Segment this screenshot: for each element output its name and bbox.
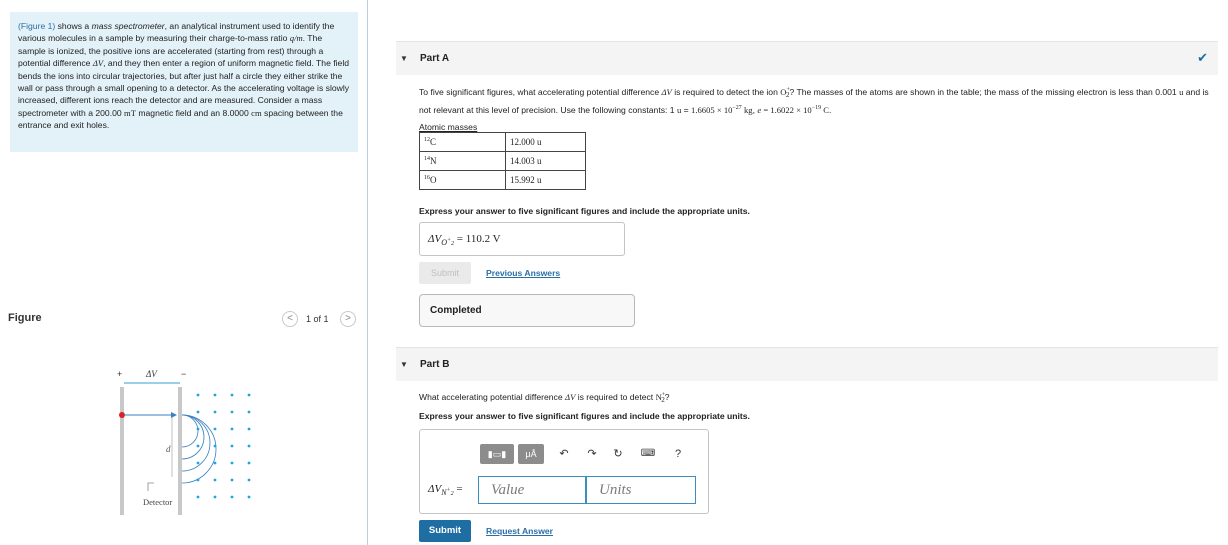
completed-status: Completed: [419, 294, 635, 327]
dv-symbol: ΔV: [92, 58, 104, 69]
d-label: d: [166, 444, 171, 454]
ratio-symbol: q/m: [289, 33, 303, 44]
q-text: ,: [752, 105, 758, 115]
q-text: is required to detect: [575, 392, 656, 402]
const-unit: C: [821, 105, 829, 115]
answer-sub-charge: +: [446, 487, 451, 494]
q-unit: u: [1179, 87, 1184, 97]
problem-text-5: magnetic field and an 8.0000: [135, 107, 252, 118]
magnetic-field-dots: [197, 394, 251, 499]
answer-sub-charge: +: [446, 237, 452, 244]
const-e: e: [757, 105, 762, 115]
answer-sub-ion: O: [441, 238, 447, 248]
table-row: [420, 171, 586, 190]
part-b-answer-label: [428, 483, 463, 497]
problem-italic: mass spectrometer: [91, 21, 165, 31]
answer-subscript: [441, 488, 453, 497]
prev-figure-button[interactable]: [282, 311, 298, 327]
answer-value: 110.2 V: [465, 233, 501, 245]
table-title: Atomic masses: [419, 122, 478, 132]
answer-equals: =: [454, 233, 466, 245]
problem-statement: [10, 12, 358, 152]
element: N: [430, 156, 437, 166]
answer-symbol: ΔV: [428, 233, 442, 245]
reset-button[interactable]: [610, 444, 626, 464]
const-exp: −19: [811, 105, 822, 111]
figure-title: Figure: [8, 312, 42, 324]
q-text: is required to detect the ion: [671, 87, 781, 97]
left-plate: [120, 387, 124, 515]
figure-link[interactable]: (Figure 1): [18, 21, 56, 31]
part-b-instruction: Express your answer to five significant figures and include the appropriate units.: [419, 411, 750, 421]
mass-spectrometer-diagram: [110, 365, 260, 523]
problem-text-3: . The sample is ionized, the positive ions are accelerated (starting from rest) through a potential difference: [18, 33, 324, 69]
part-a-question: [419, 84, 1219, 117]
chevron-left-icon: <: [287, 313, 293, 324]
ion-count: 2: [661, 396, 665, 404]
part-b-question: [419, 389, 670, 407]
units-input[interactable]: Units: [586, 476, 696, 504]
dv-label: ΔV: [146, 369, 157, 379]
answer-sub-ion: N: [441, 488, 447, 498]
detector-label: Detector: [143, 497, 173, 507]
q-dv: ΔV: [565, 392, 576, 402]
templates-button[interactable]: [480, 444, 514, 464]
figure-counter: 1 of 1: [306, 314, 329, 324]
part-a-header[interactable]: [396, 41, 1218, 75]
mass-number: 12: [424, 137, 430, 143]
part-b-title: Part B: [420, 359, 450, 370]
checkmark-icon: ✔: [1197, 50, 1208, 65]
mass-number: 16: [424, 175, 430, 181]
atomic-masses-table: [419, 132, 586, 190]
keyboard-button[interactable]: [640, 444, 656, 464]
help-button[interactable]: [670, 444, 686, 464]
ion-charge: +: [661, 392, 666, 398]
answer-symbol: ΔV: [428, 483, 442, 495]
q-text: What accelerating potential difference: [419, 392, 566, 402]
q-ion: [656, 392, 665, 402]
ion-symbol: O: [780, 87, 787, 97]
element: O: [430, 175, 437, 185]
const-value: = 1.6022 × 10: [761, 105, 812, 115]
collapse-triangle-icon[interactable]: ▼: [400, 360, 408, 369]
atomic-masses-title: [419, 122, 477, 132]
help-label: ?: [674, 448, 682, 460]
field-unit: mT: [124, 107, 136, 118]
part-b-answer-box: [419, 429, 709, 514]
part-a-instruction: Express your answer to five significant figures and include the appropriate units.: [419, 206, 750, 216]
right-plate: [178, 387, 182, 515]
redo-icon: ↷: [587, 448, 597, 460]
detector-pointer: [148, 483, 154, 491]
next-figure-button[interactable]: [340, 311, 356, 327]
const-exp: −27: [732, 105, 742, 111]
part-a-answer: [419, 222, 625, 256]
q-dv: ΔV: [661, 87, 672, 97]
answer-subscript: [441, 238, 454, 247]
part-a-title: Part A: [420, 53, 450, 64]
q-text: =: [681, 105, 692, 115]
mass-cell: 14.003 u: [506, 152, 586, 171]
table-row: [420, 152, 586, 171]
ion-symbol: N: [655, 392, 662, 402]
const-value: 1.6605 × 10: [691, 105, 733, 115]
templates-icon: ▮▭▮: [487, 449, 507, 459]
q-unit: u: [676, 105, 682, 115]
keyboard-icon: ⌨: [640, 448, 656, 459]
part-b-submit-button[interactable]: Submit: [419, 520, 471, 542]
q-text: To five significant figures, what accelerating potential difference: [419, 87, 662, 97]
part-b-header[interactable]: [396, 347, 1218, 381]
constant-charge: [761, 105, 832, 115]
isotope-cell: [420, 133, 506, 152]
value-input[interactable]: Value: [478, 476, 586, 504]
isotope-cell: [420, 171, 506, 190]
mass-number: 14: [424, 156, 430, 162]
problem-text-2: , an analytical instrument used to identify the various molecules in a sample by measuring their charge-to-mass ratio: [18, 21, 335, 44]
q-text: .: [828, 105, 832, 115]
problem-text-1: shows a: [55, 21, 92, 31]
element: C: [430, 137, 437, 147]
left-panel: [0, 0, 368, 545]
undo-button[interactable]: [556, 444, 572, 464]
minus-label: −: [181, 369, 187, 379]
answer-equals: =: [453, 483, 463, 495]
problem-text-4: , and they then enter a region of uniform magnetic field. The field bends the ions into circular trajectories, but after just half a circle they either strike the wall or pass through a small opening to a detector. As the accelerating voltage is slowly increased, different ions reach the detector and are measured. Consider a mass spectrometer with a 200.00: [18, 58, 350, 118]
mass-cell: 12.000 u: [506, 133, 586, 152]
chevron-right-icon: >: [345, 313, 351, 324]
isotope-cell: [420, 152, 506, 171]
ion-trajectories: [182, 415, 216, 483]
request-answer-link[interactable]: Request Answer: [486, 526, 554, 536]
cm-unit: cm: [251, 107, 262, 118]
part-a-submit-button: Submit: [419, 262, 471, 284]
redo-button[interactable]: [584, 444, 600, 464]
q-text: and is not relevant at this level of precision. Use the following constants: 1: [419, 87, 1209, 115]
table-row: [420, 133, 586, 152]
q-text: ? The masses of the atoms are shown in the table; the mass of the missing electron is less than 0.001: [789, 87, 1180, 97]
units-label: μÅ: [525, 449, 537, 459]
q-text: ?: [664, 392, 670, 402]
ion-charge: +: [786, 87, 790, 93]
previous-answers-link[interactable]: Previous Answers: [486, 268, 561, 278]
problem-text-6: spacing between the entrance and exit holes.: [18, 107, 343, 131]
ion-count: 2: [785, 91, 790, 99]
collapse-triangle-icon[interactable]: ▼: [400, 54, 408, 63]
constant-mass: [691, 105, 753, 115]
units-button[interactable]: [518, 444, 544, 464]
figure-bar: [8, 310, 360, 328]
answer-sub-count: 2: [451, 241, 455, 248]
undo-icon: ↶: [559, 448, 569, 460]
plus-label: +: [117, 369, 123, 379]
const-unit: kg: [741, 105, 753, 115]
answer-sub-count: 2: [450, 491, 454, 498]
mass-cell: 15.992 u: [506, 171, 586, 190]
reset-icon: ↻: [613, 448, 623, 460]
